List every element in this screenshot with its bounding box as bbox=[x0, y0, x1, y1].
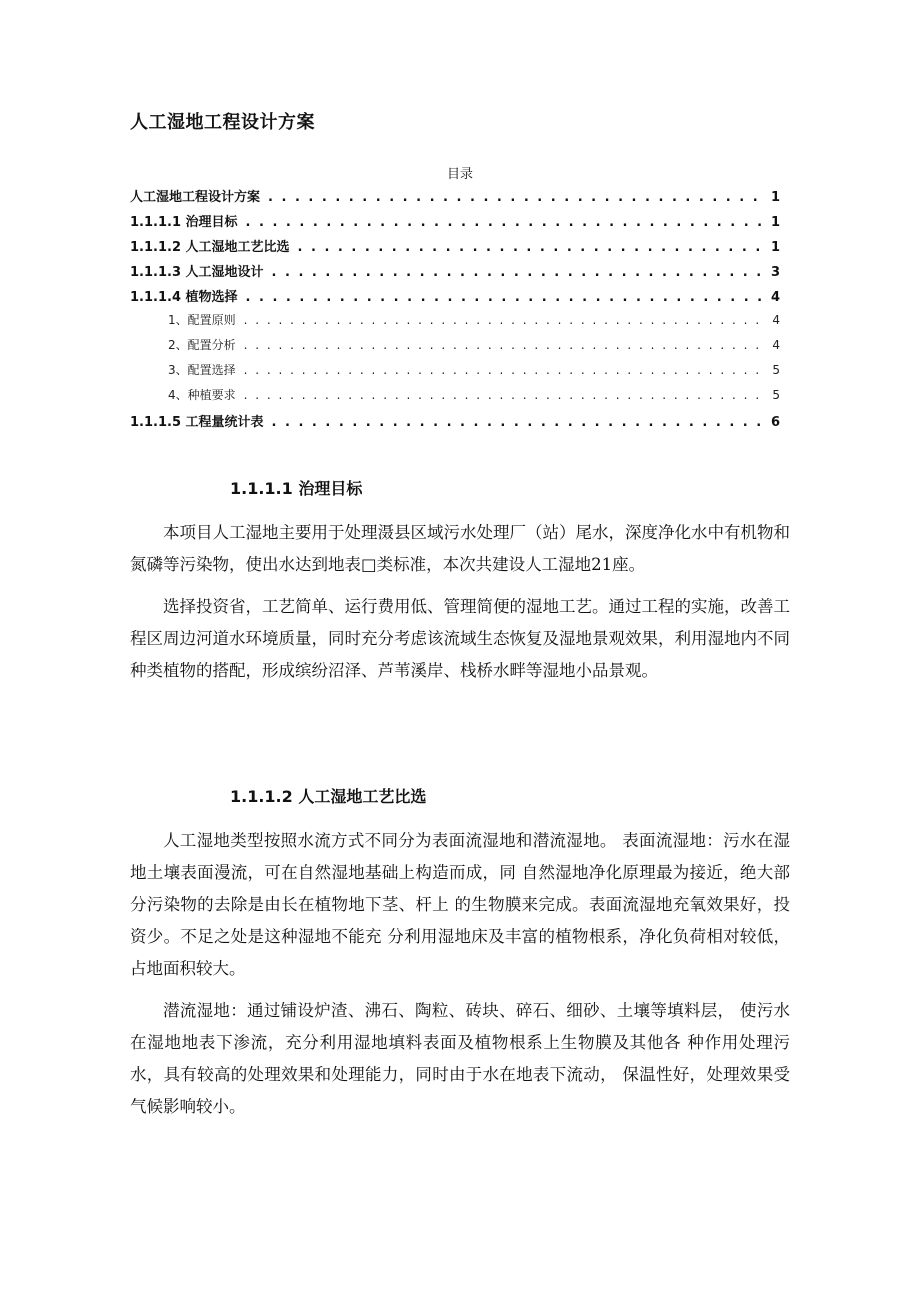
toc-entry-text: 2、配置分析 bbox=[168, 338, 236, 352]
toc-entry-text: 1.1.1.4 植物选择 bbox=[130, 290, 238, 305]
toc-entry-page: 4 bbox=[772, 338, 780, 352]
toc-entry-text: 3、配置选择 bbox=[168, 363, 236, 377]
toc-entry-text: 1.1.1.5 工程量统计表 bbox=[130, 415, 264, 430]
paragraph: 选择投资省，工艺简单、运行费用低、管理简便的湿地工艺。通过工程的实施，改善工程区周边河道水环境质量，同时充分考虑该流域生态恢复及湿地景观效果，利用湿地内不同种类植物的搭配，形成缤纷沼泽、芦苇溪岸、栈桥水畔等湿地小品景观。 bbox=[130, 597, 790, 680]
toc-heading: 目录 bbox=[446, 167, 473, 182]
toc-entry-text: 1.1.1.1 治理目标 bbox=[130, 215, 238, 230]
paragraph: 本项目人工湿地主要用于处理滠县区域污水处理厂（站）尾水，深度净化水中有机物和氮磷等污染物，使出水达到地表□类标准，本次共建设人工湿地21座。 bbox=[130, 523, 790, 574]
toc-entry-page: 5 bbox=[772, 363, 780, 377]
toc-leader bbox=[246, 215, 763, 230]
table-of-contents bbox=[130, 186, 780, 436]
toc-leader bbox=[268, 190, 763, 205]
toc-entry-page: 5 bbox=[772, 388, 780, 402]
section-governance-target bbox=[130, 476, 790, 687]
toc-entry-text: 1、配置原则 bbox=[168, 313, 236, 327]
toc-entry-page: 6 bbox=[770, 415, 780, 430]
section-heading: 1.1.1.2 人工湿地工艺比选 bbox=[230, 787, 427, 806]
toc-entry-page: 3 bbox=[770, 265, 780, 280]
toc-entry-text: 4、种植要求 bbox=[168, 388, 236, 402]
paragraph: 人工湿地类型按照水流方式不同分为表面流湿地和潜流湿地。 表面流湿地：污水在湿地土壤表面漫流，可在自然湿地基础上构造而成，同 自然湿地净化原理最为接近，绝大部分污染物的去除是由长在植物地下茎、杆上 的生物膜来完成。表面流湿地充氧效果好，投资少。不足之处是这种湿地不能充 分利用湿地床及丰富的植物根系，净化负荷相对较低，占地面积较大。 bbox=[130, 831, 790, 978]
toc-entry-text: 人工湿地工程设计方案 bbox=[130, 190, 261, 205]
toc-leader bbox=[246, 290, 763, 305]
paragraph: 潜流湿地：通过铺设炉渣、沸石、陶粒、砖块、碎石、细砂、土壤等填料层， 使污水在湿地地表下渗流，充分利用湿地填料表面及植物根系上生物膜及其他各 种作用处理污水，具有较高的处理效果和处理能力，同时由于水在地表下流动， 保温性好，处理效果受气候影响较小。 bbox=[130, 1001, 790, 1116]
toc-entry[interactable] bbox=[130, 361, 780, 386]
toc-entry[interactable] bbox=[130, 411, 780, 436]
toc-entry[interactable] bbox=[130, 236, 780, 261]
toc-leader bbox=[244, 338, 765, 352]
document-title: 人工湿地工程设计方案 bbox=[130, 112, 315, 133]
toc-entry[interactable] bbox=[130, 336, 780, 361]
toc-entry[interactable] bbox=[130, 286, 780, 311]
section-process-comparison bbox=[130, 784, 790, 1123]
toc-leader bbox=[272, 415, 763, 430]
toc-leader bbox=[272, 265, 763, 280]
toc-entry-page: 1 bbox=[770, 215, 780, 230]
toc-entry-page: 4 bbox=[772, 313, 780, 327]
toc-entry-page: 1 bbox=[770, 240, 780, 255]
toc-entry[interactable] bbox=[130, 311, 780, 336]
toc-entry[interactable] bbox=[130, 386, 780, 411]
toc-leader bbox=[298, 240, 763, 255]
toc-entry[interactable] bbox=[130, 211, 780, 236]
section-heading: 1.1.1.1 治理目标 bbox=[230, 479, 363, 498]
toc-entry-page: 1 bbox=[770, 190, 780, 205]
toc-entry[interactable] bbox=[130, 261, 780, 286]
toc-entry-page: 4 bbox=[770, 290, 780, 305]
toc-entry-text: 1.1.1.3 人工湿地设计 bbox=[130, 265, 264, 280]
toc-leader bbox=[244, 313, 765, 327]
toc-entry-text: 1.1.1.2 人工湿地工艺比选 bbox=[130, 240, 290, 255]
toc-leader bbox=[244, 388, 765, 402]
toc-leader bbox=[244, 363, 765, 377]
toc-entry[interactable] bbox=[130, 186, 780, 211]
